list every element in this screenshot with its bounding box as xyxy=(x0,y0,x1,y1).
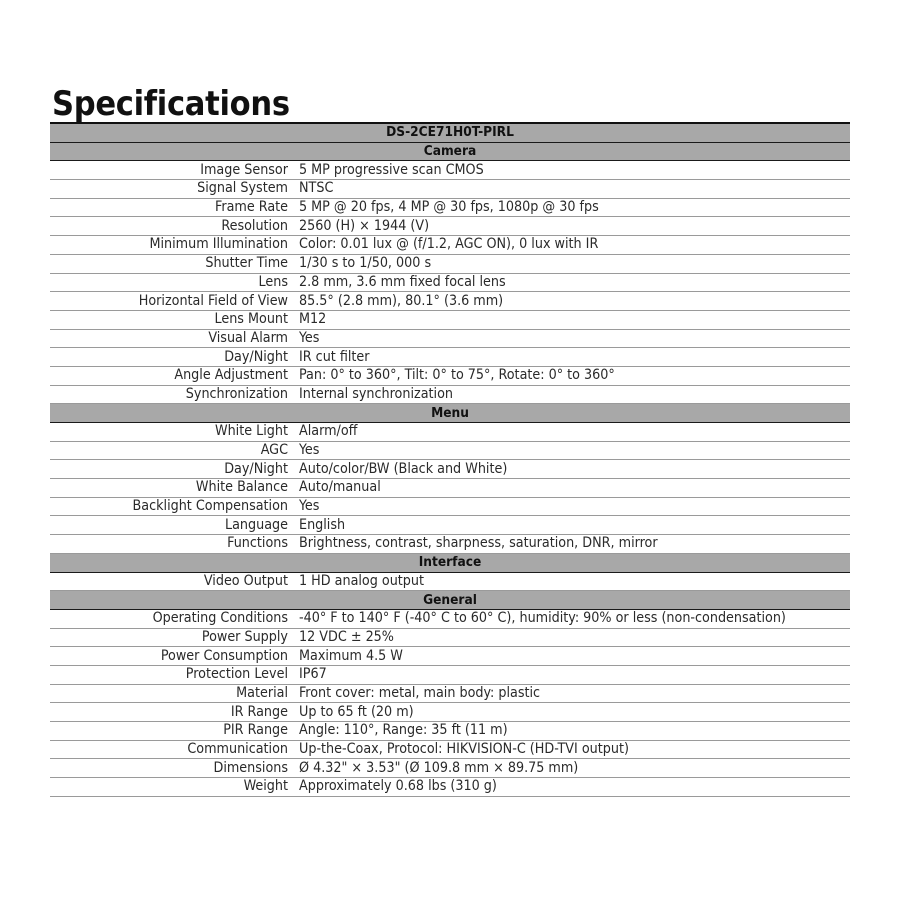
spec-label: Functions xyxy=(50,535,293,554)
spec-row xyxy=(50,217,850,236)
spec-row xyxy=(50,460,850,479)
spec-label: Dimensions xyxy=(50,759,293,778)
spec-label: Shutter Time xyxy=(50,254,293,273)
spec-label: Lens xyxy=(50,273,293,292)
spec-value: Maximum 4.5 W xyxy=(293,647,850,666)
section-title: Interface xyxy=(50,553,850,572)
spec-label: PIR Range xyxy=(50,722,293,741)
spec-value: -40° F to 140° F (-40° C to 60° C), humidity: 90% or less (non-condensation) xyxy=(293,609,850,628)
spec-row xyxy=(50,628,850,647)
spec-row xyxy=(50,684,850,703)
spec-row xyxy=(50,385,850,404)
section-title: Camera xyxy=(50,142,850,161)
spec-label: White Balance xyxy=(50,479,293,498)
spec-value: Up-the-Coax, Protocol: HIKVISION-C (HD-TVI output) xyxy=(293,740,850,759)
spec-value: IR cut filter xyxy=(293,348,850,367)
spec-row xyxy=(50,236,850,255)
spec-label: Backlight Compensation xyxy=(50,497,293,516)
spec-label: Resolution xyxy=(50,217,293,236)
spec-value: Angle: 110°, Range: 35 ft (11 m) xyxy=(293,722,850,741)
spec-label: Horizontal Field of View xyxy=(50,292,293,311)
spec-label: IR Range xyxy=(50,703,293,722)
spec-row xyxy=(50,703,850,722)
spec-label: Lens Mount xyxy=(50,310,293,329)
spec-row xyxy=(50,198,850,217)
spec-value: Up to 65 ft (20 m) xyxy=(293,703,850,722)
spec-value: Brightness, contrast, sharpness, saturation, DNR, mirror xyxy=(293,535,850,554)
spec-value: 5 MP progressive scan CMOS xyxy=(293,161,850,180)
spec-value: Auto/manual xyxy=(293,479,850,498)
spec-value: Color: 0.01 lux @ (f/1.2, AGC ON), 0 lux with IR xyxy=(293,236,850,255)
spec-label: Operating Conditions xyxy=(50,609,293,628)
spec-row xyxy=(50,273,850,292)
spec-row xyxy=(50,497,850,516)
spec-value: 2560 (H) × 1944 (V) xyxy=(293,217,850,236)
spec-row xyxy=(50,740,850,759)
spec-value: Yes xyxy=(293,329,850,348)
spec-value: 5 MP @ 20 fps, 4 MP @ 30 fps, 1080p @ 30 fps xyxy=(293,198,850,217)
spec-sheet xyxy=(50,84,850,797)
spec-table xyxy=(50,124,850,797)
spec-row xyxy=(50,366,850,385)
spec-label: AGC xyxy=(50,441,293,460)
spec-value: 1/30 s to 1/50, 000 s xyxy=(293,254,850,273)
spec-value: 1 HD analog output xyxy=(293,572,850,591)
section-header-row xyxy=(50,553,850,572)
section-header-row xyxy=(50,142,850,161)
spec-row xyxy=(50,778,850,797)
spec-label: Day/Night xyxy=(50,460,293,479)
spec-value: Pan: 0° to 360°, Tilt: 0° to 75°, Rotate: 0° to 360° xyxy=(293,366,850,385)
spec-label: Image Sensor xyxy=(50,161,293,180)
spec-label: Power Supply xyxy=(50,628,293,647)
spec-label: Weight xyxy=(50,778,293,797)
page-title: Specifications xyxy=(52,84,290,124)
spec-value: English xyxy=(293,516,850,535)
spec-label: Language xyxy=(50,516,293,535)
spec-row xyxy=(50,759,850,778)
spec-label: Signal System xyxy=(50,180,293,199)
spec-row xyxy=(50,180,850,199)
spec-row xyxy=(50,348,850,367)
spec-value: M12 xyxy=(293,310,850,329)
spec-label: Protection Level xyxy=(50,665,293,684)
spec-value: 85.5° (2.8 mm), 80.1° (3.6 mm) xyxy=(293,292,850,311)
spec-row xyxy=(50,572,850,591)
spec-value: 12 VDC ± 25% xyxy=(293,628,850,647)
section-header-row xyxy=(50,591,850,610)
spec-row xyxy=(50,722,850,741)
spec-label: Frame Rate xyxy=(50,198,293,217)
spec-row xyxy=(50,423,850,442)
model-header-row xyxy=(50,124,850,142)
section-title: Menu xyxy=(50,404,850,423)
spec-value: Internal synchronization xyxy=(293,385,850,404)
spec-label: Material xyxy=(50,684,293,703)
spec-value: Ø 4.32" × 3.53" (Ø 109.8 mm × 89.75 mm) xyxy=(293,759,850,778)
spec-row xyxy=(50,479,850,498)
spec-value: Yes xyxy=(293,441,850,460)
spec-value: Yes xyxy=(293,497,850,516)
spec-row xyxy=(50,329,850,348)
spec-label: White Light xyxy=(50,423,293,442)
spec-table-body xyxy=(50,124,850,796)
spec-value: Auto/color/BW (Black and White) xyxy=(293,460,850,479)
spec-label: Visual Alarm xyxy=(50,329,293,348)
spec-value: 2.8 mm, 3.6 mm fixed focal lens xyxy=(293,273,850,292)
section-title: General xyxy=(50,591,850,610)
spec-value: IP67 xyxy=(293,665,850,684)
spec-value: Approximately 0.68 lbs (310 g) xyxy=(293,778,850,797)
spec-label: Video Output xyxy=(50,572,293,591)
spec-row xyxy=(50,310,850,329)
spec-row xyxy=(50,254,850,273)
spec-row xyxy=(50,161,850,180)
spec-value: NTSC xyxy=(293,180,850,199)
spec-row xyxy=(50,609,850,628)
spec-row xyxy=(50,516,850,535)
spec-row xyxy=(50,292,850,311)
spec-row xyxy=(50,441,850,460)
spec-label: Minimum Illumination xyxy=(50,236,293,255)
spec-label: Power Consumption xyxy=(50,647,293,666)
spec-row xyxy=(50,647,850,666)
model-name: DS-2CE71H0T-PIRL xyxy=(50,124,850,142)
spec-value: Front cover: metal, main body: plastic xyxy=(293,684,850,703)
spec-row xyxy=(50,535,850,554)
section-header-row xyxy=(50,404,850,423)
spec-value: Alarm/off xyxy=(293,423,850,442)
spec-label: Angle Adjustment xyxy=(50,366,293,385)
spec-row xyxy=(50,665,850,684)
spec-label: Day/Night xyxy=(50,348,293,367)
spec-label: Communication xyxy=(50,740,293,759)
spec-label: Synchronization xyxy=(50,385,293,404)
